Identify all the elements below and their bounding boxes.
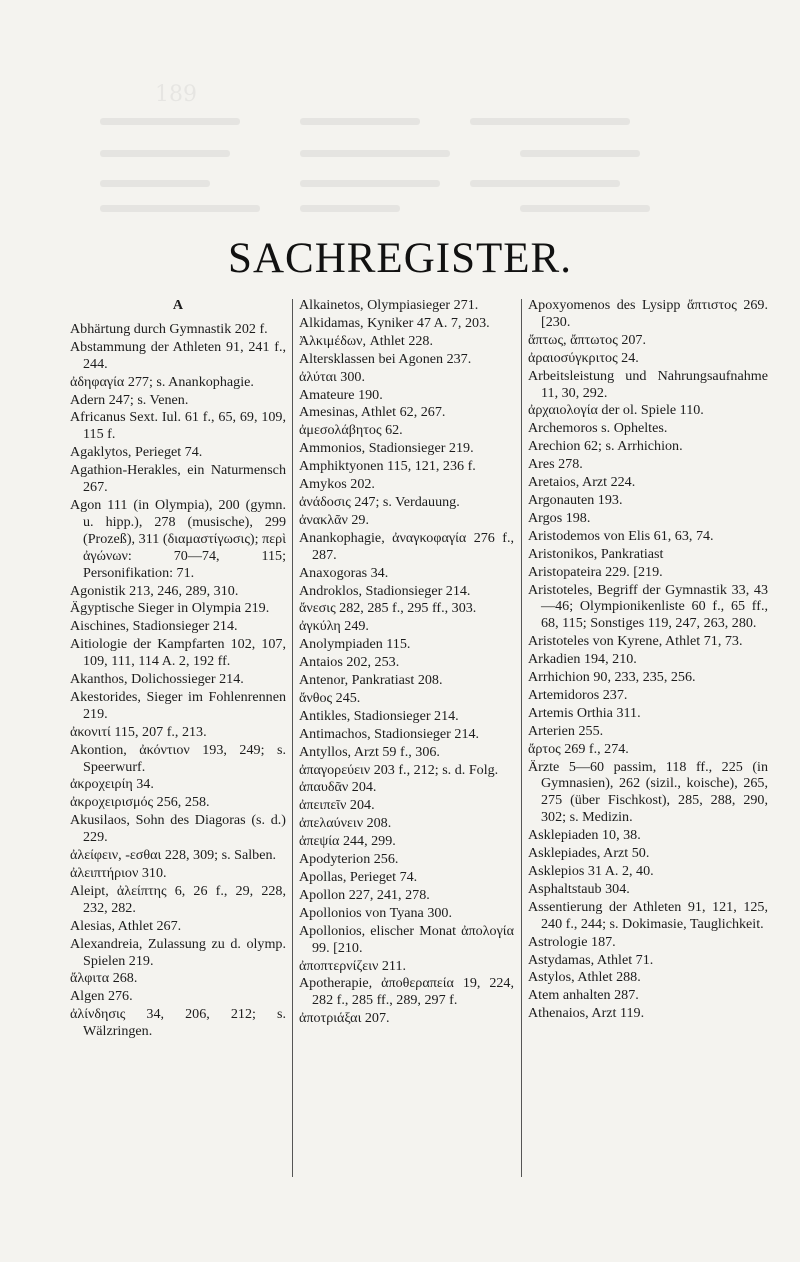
index-entry: Apollonios von Tyana 300. bbox=[299, 904, 452, 921]
index-entry: ἀγκύλη 249. bbox=[299, 618, 369, 635]
index-entry: ἀρχαιολογία der ol. Spiele 110. bbox=[528, 402, 704, 419]
index-entry: Amesinas, Athlet 62, 267. bbox=[299, 404, 446, 421]
bleed-line bbox=[300, 150, 450, 157]
bleed-line bbox=[100, 118, 240, 125]
index-entry: Agonistik 213, 246, 289, 310. bbox=[70, 582, 239, 599]
index-entry: Akestorides, Sieger im Fohlenrennen 219. bbox=[70, 688, 286, 722]
index-entry: ἀνακλᾶν 29. bbox=[299, 511, 369, 528]
index-entry: Aischines, Stadionsieger 214. bbox=[70, 618, 238, 635]
index-entry: ἀπελαύνειν 208. bbox=[299, 815, 392, 832]
index-entry: Altersklassen bei Agonen 237. bbox=[299, 350, 472, 367]
index-entry: Arkadien 194, 210. bbox=[528, 651, 637, 668]
index-entry: Aleipt, ἀλείπτης 6, 26 f., 29, 228, 232, 282. bbox=[70, 882, 286, 916]
index-entry: Androklos, Stadionsieger 214. bbox=[299, 582, 471, 599]
index-entry: Arterien 255. bbox=[528, 722, 604, 739]
index-entry: Artemidoros 237. bbox=[528, 686, 628, 703]
index-entry: Adern 247; s. Venen. bbox=[70, 391, 189, 408]
index-entry: Aristodemos von Elis 61, 63, 74. bbox=[528, 527, 714, 544]
index-entry: Ärzte 5—60 passim, 118 ff., 225 (in Gymnasien), 262 (sizil., koische), 265, 275 (über Fischkost), 285, 288, 290, 302; s. Medizin. bbox=[528, 758, 768, 826]
index-entry: Arechion 62; s. Arrhichion. bbox=[528, 438, 683, 455]
index-entry: ἀπαγορεύειν 203 f., 212; s. d. Folg. bbox=[299, 761, 499, 778]
bleed-line bbox=[100, 205, 260, 212]
bleed-line bbox=[100, 150, 230, 157]
index-entry: ἄνθος 245. bbox=[299, 689, 361, 706]
index-column-3 bbox=[528, 297, 768, 1023]
index-entry: ἀλειπτήριον 310. bbox=[70, 865, 167, 881]
index-entry: Amateure 190. bbox=[299, 386, 383, 403]
index-entry: ἀνάδοσις 247; s. Verdauung. bbox=[299, 493, 460, 510]
index-entry: Arbeitsleistung und Nahrungsaufnahme 11, 30, 292. bbox=[528, 367, 768, 401]
index-entry: Alkainetos, Olympiasieger 271. bbox=[299, 297, 479, 313]
index-entry: Antikles, Stadionsieger 214. bbox=[299, 707, 459, 724]
index-entry: Arrhichion 90, 233, 235, 256. bbox=[528, 669, 696, 686]
index-entry: Astrologie 187. bbox=[528, 933, 616, 950]
bleed-through-text bbox=[0, 0, 800, 230]
index-entry: Ammonios, Stadionsieger 219. bbox=[299, 440, 474, 457]
index-entry: ἀκροχειρίη 34. bbox=[70, 776, 154, 793]
index-entry: Antenor, Pankratiast 208. bbox=[299, 672, 443, 689]
index-entry: Asklepiades, Arzt 50. bbox=[528, 845, 650, 862]
index-entry: ἀδηφαγία 277; s. Anankophagie. bbox=[70, 373, 254, 390]
page-title: SACHREGISTER. bbox=[228, 235, 572, 282]
index-entry: Antyllos, Arzt 59 f., 306. bbox=[299, 743, 440, 760]
index-entry: Agaklytos, Perieget 74. bbox=[70, 444, 203, 461]
index-entry: Asphaltstaub 304. bbox=[528, 880, 630, 897]
index-entry: Aristonikos, Pankratiast bbox=[528, 545, 664, 562]
index-entry: ἀποτριάξαι 207. bbox=[299, 1010, 390, 1027]
index-entry: ἄπτως, ἄπτωτος 207. bbox=[528, 331, 646, 348]
index-entry: Antimachos, Stadionsieger 214. bbox=[299, 725, 480, 742]
index-entry: Artemis Orthia 311. bbox=[528, 704, 641, 721]
index-entry: Athenaios, Arzt 119. bbox=[528, 1005, 645, 1022]
index-entry: ἀμεσολάβητος 62. bbox=[299, 422, 403, 439]
index-columns bbox=[70, 297, 786, 1197]
index-entry: Agon 111 (in Olympia), 200 (gymn. u. hipp.), 278 (musische), 299 (Prozeß), 311 (διαμαστίγωσις); περὶ ἀγώνων: 70—74, 115; Personifikation: 71. bbox=[70, 496, 286, 581]
index-entry: Aristopateira 229. [219. bbox=[528, 563, 663, 580]
index-entry: ἀραιοσύγκριτος 24. bbox=[528, 349, 639, 366]
bleed-line bbox=[300, 205, 400, 212]
index-entry: Alkidamas, Kyniker 47 A. 7, 203. bbox=[299, 314, 490, 331]
index-entry: ἀλείφειν, -εσθαι 228, 309; s. Salben. bbox=[70, 847, 277, 864]
index-entry: ἀπεψία 244, 299. bbox=[299, 833, 396, 850]
index-entry: Astylos, Athlet 288. bbox=[528, 969, 641, 986]
index-column-2 bbox=[299, 297, 514, 1028]
index-entry: Argonauten 193. bbox=[528, 491, 623, 508]
bleed-line bbox=[470, 180, 620, 187]
index-entry: Assentierung der Athleten 91, 121, 125, 240 f., 244; s. Dokimasie, Tauglichkeit. bbox=[528, 898, 768, 932]
section-letter: A bbox=[172, 297, 184, 313]
index-entry: ἄνεσις 282, 285 f., 295 ff., 303. bbox=[299, 600, 477, 617]
bleed-through-page-number: 189 bbox=[155, 82, 197, 107]
index-entry: ἄρτος 269 f., 274. bbox=[528, 740, 629, 757]
index-entry: Aristoteles von Kyrene, Athlet 71, 73. bbox=[528, 633, 743, 650]
index-entry: Akontion, ἀκόντιον 193, 249; s. Speerwurf. bbox=[70, 741, 286, 775]
index-entry: Abhärtung durch Gymnastik 202 f. bbox=[70, 320, 268, 337]
index-entry: Anankophagie, ἀναγκοφαγία 276 f., 287. bbox=[299, 529, 514, 563]
index-entry: Apollas, Perieget 74. bbox=[299, 869, 418, 885]
index-entry: Apoxyomenos des Lysipp ἄπτιστος 269. [230. bbox=[528, 297, 768, 330]
index-entry: ἄλφιτα 268. bbox=[70, 970, 138, 987]
index-entry: ἀπαυδᾶν 204. bbox=[299, 779, 377, 796]
bleed-line bbox=[470, 118, 630, 125]
bleed-line bbox=[300, 118, 420, 125]
index-entry: Amykos 202. bbox=[299, 476, 375, 493]
index-entry: Aristoteles, Begriff der Gymnastik 33, 43—46; Olympionikenliste 60 f., 65 ff., 68, 115; Sonstiges 119, 247, 263, 280. bbox=[528, 581, 768, 632]
index-entry: Algen 276. bbox=[70, 988, 133, 1005]
index-entry: ἀλίνδησις 34, 206, 212; s. Wälzringen. bbox=[70, 1006, 286, 1040]
index-entry: Ἀλκιμέδων, Athlet 228. bbox=[299, 332, 434, 349]
bleed-line bbox=[520, 205, 650, 212]
index-entry: Aretaios, Arzt 224. bbox=[528, 474, 636, 491]
index-entry: Africanus Sext. Iul. 61 f., 65, 69, 109, 115 f. bbox=[70, 409, 286, 443]
index-entry: Archemoros s. Opheltes. bbox=[528, 420, 668, 437]
index-entry: ἀποπτερνίζειν 211. bbox=[299, 957, 407, 974]
index-entry: ἀκροχειρισμός 256, 258. bbox=[70, 794, 210, 811]
index-entry: Amphiktyonen 115, 121, 236 f. bbox=[299, 458, 476, 475]
index-entry: Apodyterion 256. bbox=[299, 851, 399, 868]
bleed-line bbox=[300, 180, 440, 187]
index-entry: Atem anhalten 287. bbox=[528, 987, 639, 1004]
index-entry: ἀλύται 300. bbox=[299, 368, 365, 385]
bleed-line bbox=[520, 150, 640, 157]
index-entry: Apollonios, elischer Monat ἀπολογία 99. [210. bbox=[299, 922, 514, 956]
index-entry: Anolympiaden 115. bbox=[299, 636, 411, 653]
index-entry: Alexandreia, Zulassung zu d. olymp. Spielen 219. bbox=[70, 935, 286, 969]
bleed-line bbox=[100, 180, 210, 187]
index-column-1 bbox=[70, 297, 286, 1041]
index-entry: Anaxogoras 34. bbox=[299, 564, 389, 581]
index-entry: Asklepiaden 10, 38. bbox=[528, 827, 641, 844]
index-entry: Alesias, Athlet 267. bbox=[70, 917, 182, 934]
index-entry: Astydamas, Athlet 71. bbox=[528, 951, 654, 968]
index-entry: Asklepios 31 A. 2, 40. bbox=[528, 863, 654, 879]
index-entry: Antaios 202, 253. bbox=[299, 654, 400, 671]
index-entry: Argos 198. bbox=[528, 509, 591, 526]
column-divider bbox=[521, 299, 522, 1177]
index-entry: Ägyptische Sieger in Olympia 219. bbox=[70, 600, 270, 617]
index-entry: Akusilaos, Sohn des Diagoras (s. d.) 229. bbox=[70, 812, 286, 846]
index-entry: Apotherapie, ἀποθεραπεία 19, 224, 282 f., 285 ff., 289, 297 f. bbox=[299, 975, 514, 1009]
index-entry: Abstammung der Athleten 91, 241 f., 244. bbox=[70, 338, 286, 372]
index-entry: Aitiologie der Kampfarten 102, 107, 109, 111, 114 A. 2, 192 ff. bbox=[70, 636, 286, 670]
index-entry: Akanthos, Dolichossieger 214. bbox=[70, 671, 244, 688]
index-entry: ἀκονιτί 115, 207 f., 213. bbox=[70, 723, 207, 740]
index-entry: ἀπειπεῖν 204. bbox=[299, 797, 375, 814]
index-entry: Agathion-Herakles, ein Naturmensch 267. bbox=[70, 462, 286, 496]
column-divider bbox=[292, 299, 293, 1177]
index-entry: Apollon 227, 241, 278. bbox=[299, 886, 430, 903]
index-entry: Ares 278. bbox=[528, 456, 583, 473]
